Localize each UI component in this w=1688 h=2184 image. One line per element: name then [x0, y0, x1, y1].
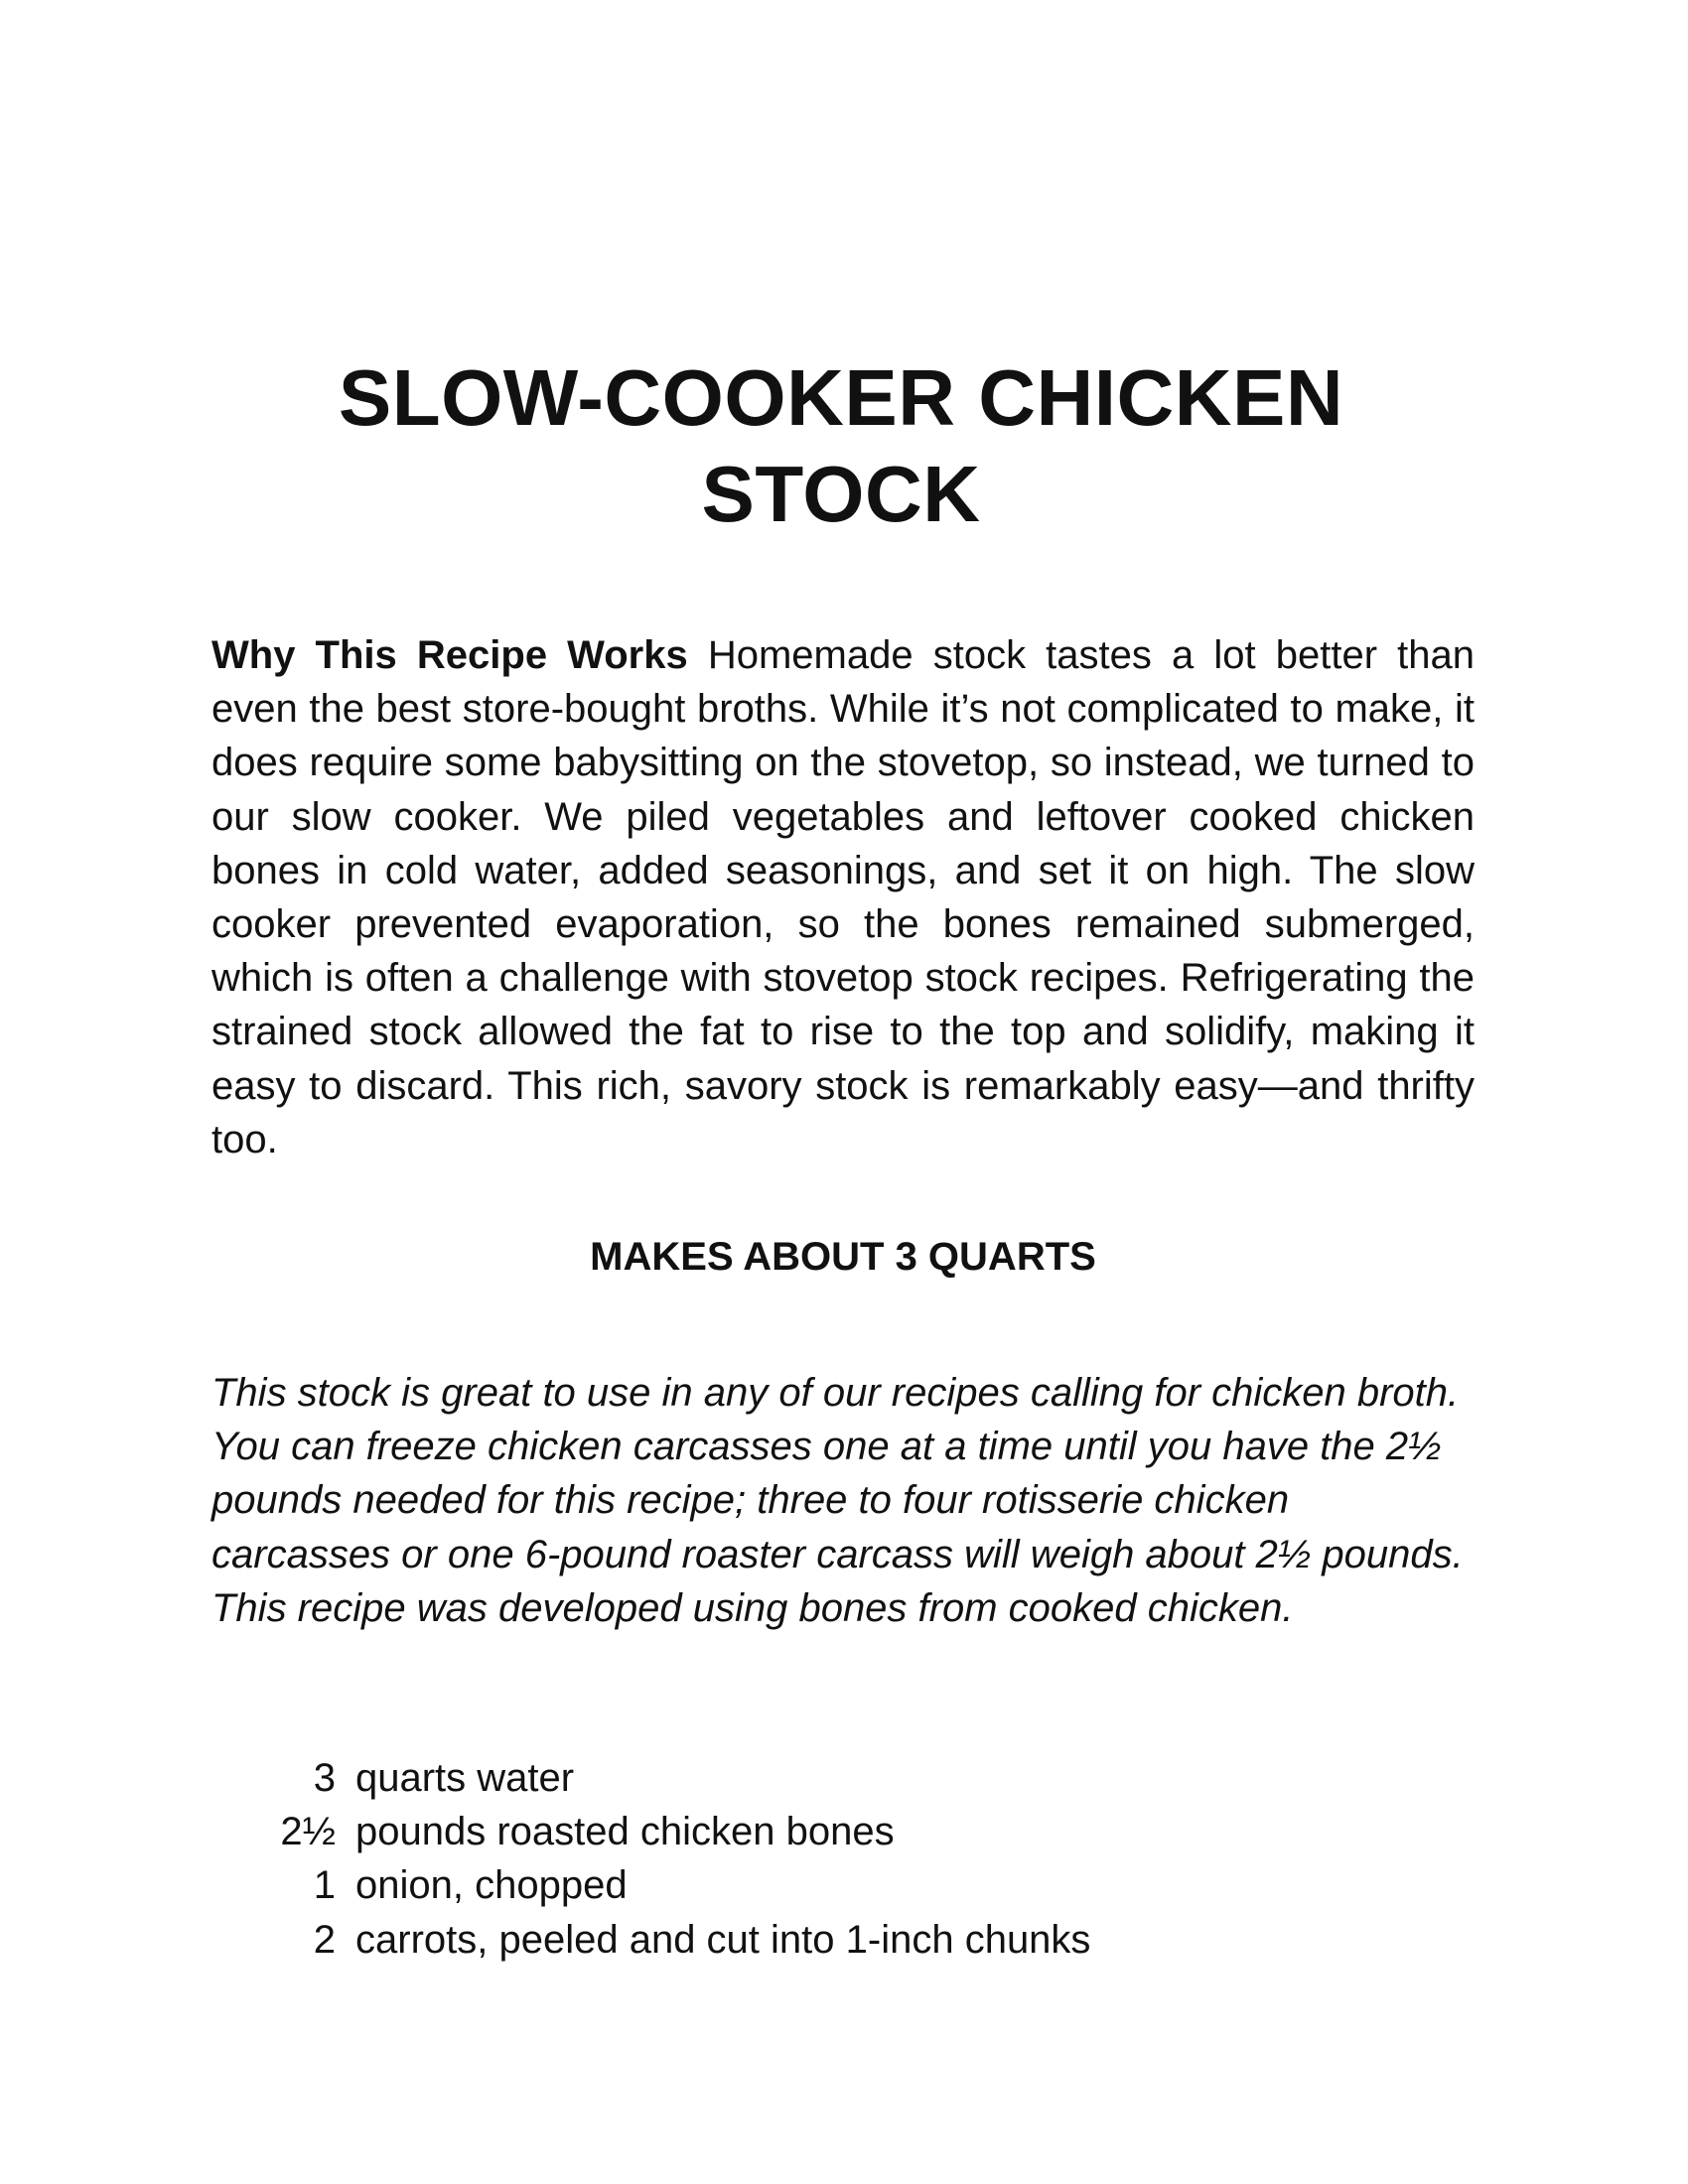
- ingredient-quantity: 2½: [280, 1810, 336, 1854]
- ingredient-description: pounds roasted chicken bones: [355, 1810, 895, 1854]
- recipe-title: SLOW-COOKER CHICKEN STOCK: [338, 353, 1344, 538]
- ingredient-row: [211, 1913, 1475, 1967]
- recipe-note: This stock is great to use in any of our recipes calling for chicken broth. You can freeze chicken carcasses one at a time until you have the 2½ pounds needed for this recipe; three to four rotisserie chicken carcasses or one 6-pound roaster carcass will weigh about 2½ pounds. This recipe was developed using bones from cooked chicken.: [211, 1371, 1464, 1630]
- ingredient-quantity: 3: [313, 1756, 336, 1800]
- intro-lead: Why This Recipe Works: [211, 633, 688, 677]
- ingredient-list: [211, 1751, 1475, 1967]
- ingredient-description: quarts water: [355, 1756, 575, 1800]
- ingredient-description: onion, chopped: [355, 1863, 628, 1908]
- recipe-intro: [211, 628, 1475, 1166]
- ingredient-quantity: 2: [313, 1917, 336, 1962]
- ingredient-row: [211, 1751, 1475, 1805]
- ingredient-row: [211, 1858, 1475, 1912]
- ingredient-row: [211, 1805, 1475, 1858]
- ingredient-quantity: 1: [313, 1863, 336, 1908]
- intro-text: Homemade stock tastes a lot better than even the best store-bought broths. While it’s not complicated to make, it does require some babysitting on the stovetop, so instead, we turned to our slow cooker. We piled vegetables and leftover cooked chicken bones in cold water, added seasonings, and set it on high. The slow cooker prevented evaporation, so the bones remained submerged, which is often a challenge with stovetop stock recipes. Refrigerating the strained stock allowed the fat to rise to the top and solidify, making it easy to discard. This rich, savory stock is remarkably easy—and thrifty too.: [211, 633, 1475, 1161]
- recipe-yield: MAKES ABOUT 3 QUARTS: [590, 1235, 1096, 1279]
- ingredient-description: carrots, peeled and cut into 1-inch chunks: [355, 1917, 1091, 1962]
